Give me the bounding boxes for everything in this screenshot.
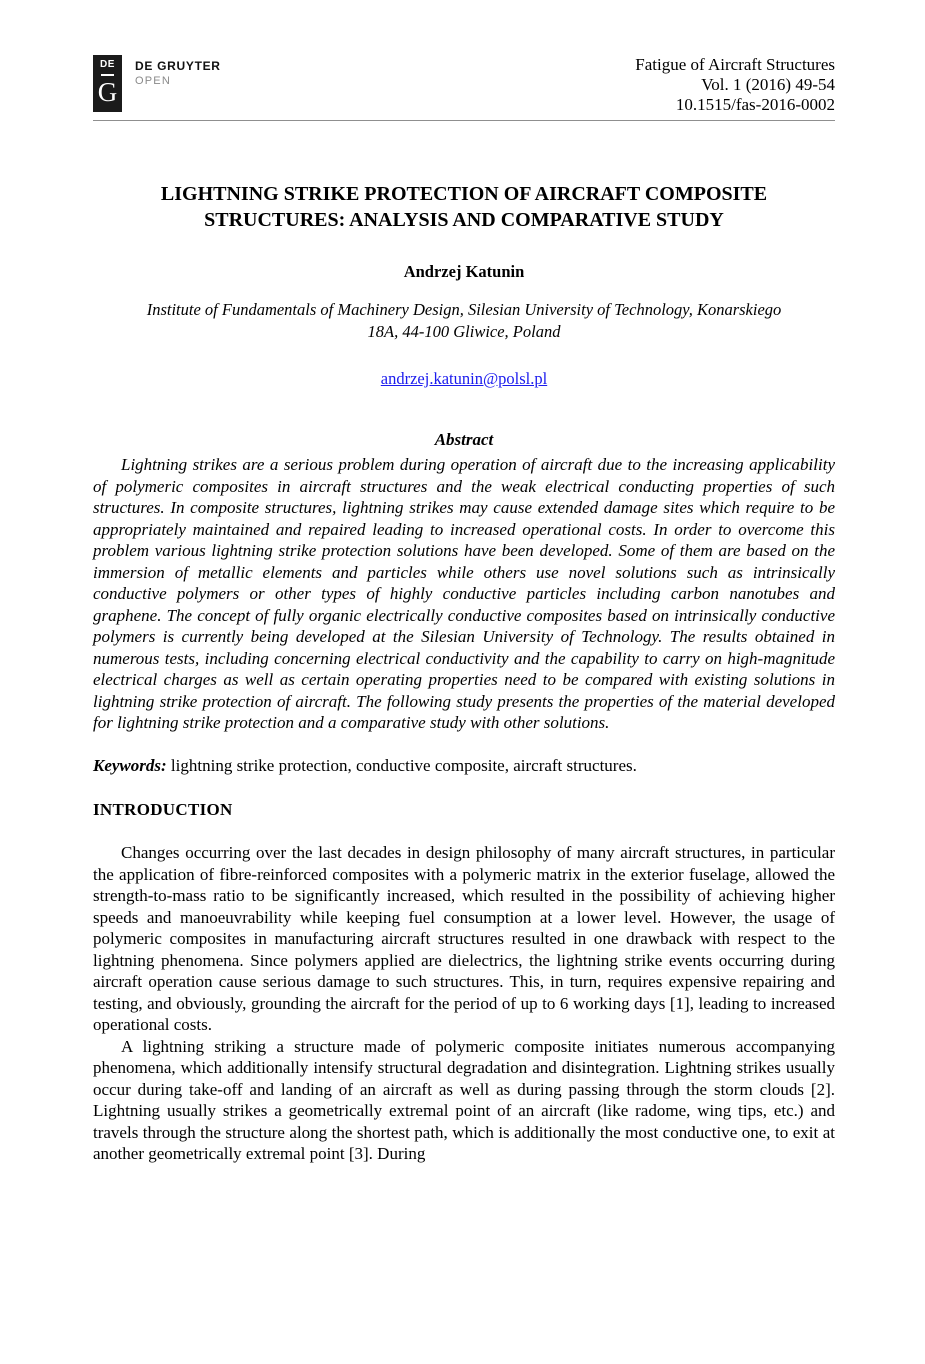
de-gruyter-logo-icon xyxy=(93,55,122,112)
article-title: LIGHTNING STRIKE PROTECTION OF AIRCRAFT COMPOSITE STRUCTURES: ANALYSIS AND COMPARATIVE STUDY xyxy=(160,183,768,231)
keywords-text: lightning strike protection, conductive composite, aircraft structures. xyxy=(170,755,637,775)
journal-title: Fatigue of Aircraft Structures xyxy=(635,55,835,74)
intro-paragraph-2: A lightning striking a structure made of polymeric composite initiates numerous accompanying phenomena, which additionally intensify structural degradation and disintegration. Lightning strikes usually occur during take-off and landing of an aircraft as well as during passing through the storm clouds [2]. Lightning usually strikes a geometrically extremal point of an aircraft (like radome, wing tips, etc.) and travels through the structure along the shortest path, which is additionally the most conductive one, to exit at another geometrically extremal point [3]. During xyxy=(93,1036,835,1163)
author-email-row xyxy=(93,368,835,389)
abstract-heading: Abstract xyxy=(434,430,494,449)
paper-page xyxy=(0,55,925,1364)
journal-info xyxy=(635,55,835,115)
header-rule xyxy=(93,120,835,121)
abstract-text: Lightning strikes are a serious problem during operation of aircraft due to the increasing applicability of polymeric composites in aircraft structures and the weak electrical conducting properties of such structures. In composite structures, lightning strikes may cause extended damage sites which require to be appropriately maintained and repaired leading to increased operational costs. In order to overcome this problem various lightning strike protection solutions have been developed. Some of them are based on the immersion of metallic elements and particles while others use novel solutions such as intrinsically conductive polymers or other types of highly conductive particles including carbon nanotubes and graphene. The concept of fully organic electrically conductive composites based on intrinsically conductive polymers is currently being developed at the Silesian University of Technology. The results obtained in numerous tests, including concerning electrical conductivity and the capability to carry on high-magnitude electrical charges as well as certain operating properties need to be compared with existing solutions in lightning strike protection of aircraft. The following study presents the properties of the material developed for lightning strike protection and a comparative study with other solutions. xyxy=(93,455,835,732)
page-header xyxy=(93,55,835,115)
publisher-name: DE GRUYTER xyxy=(135,59,221,73)
intro-paragraph-1: Changes occurring over the last decades in design philosophy of many aircraft structures, in particular the application of fibre-reinforced composites with a polymeric matrix in the exterior fuselage, allowed the strength-to-mass ratio to be significantly increased, which resulted in the possibility of achieving higher speeds and manoeuvrability while keeping fuel consumption at a lower level. However, the usage of polymeric composites in manufacturing aircraft structures resulted in one drawback with respect to the lightning phenomena. Since polymers applied are dielectrics, the lightning strike events occurring during aircraft operation cause serious damage to such structures. This, in turn, requires expensive repairing and testing, and obviously, grounding the aircraft for the period of up to 6 working days [1], leading to increased operational costs. xyxy=(93,843,835,1034)
logo-divider-line xyxy=(101,74,114,76)
keywords-row xyxy=(93,755,835,777)
author-email-link[interactable]: andrzej.katunin@polsl.pl xyxy=(380,369,548,388)
publisher-logo xyxy=(93,55,221,112)
journal-volume: Vol. 1 (2016) 49-54 xyxy=(701,75,835,94)
author-name: Andrzej Katunin xyxy=(403,262,525,281)
keywords-label: Keywords: xyxy=(93,755,167,775)
section-heading-introduction: INTRODUCTION xyxy=(93,800,233,819)
logo-g-letter: G xyxy=(97,77,118,107)
publisher-sub-name: OPEN xyxy=(135,75,171,87)
logo-de-text: DE xyxy=(100,59,115,70)
publisher-wordmark xyxy=(135,55,221,87)
author-affiliation: Institute of Fundamentals of Machinery Design, Silesian University of Technology, Konarskiego 18A, 44-100 Gliwice, Poland xyxy=(146,300,782,341)
journal-doi: 10.1515/fas-2016-0002 xyxy=(675,95,835,114)
